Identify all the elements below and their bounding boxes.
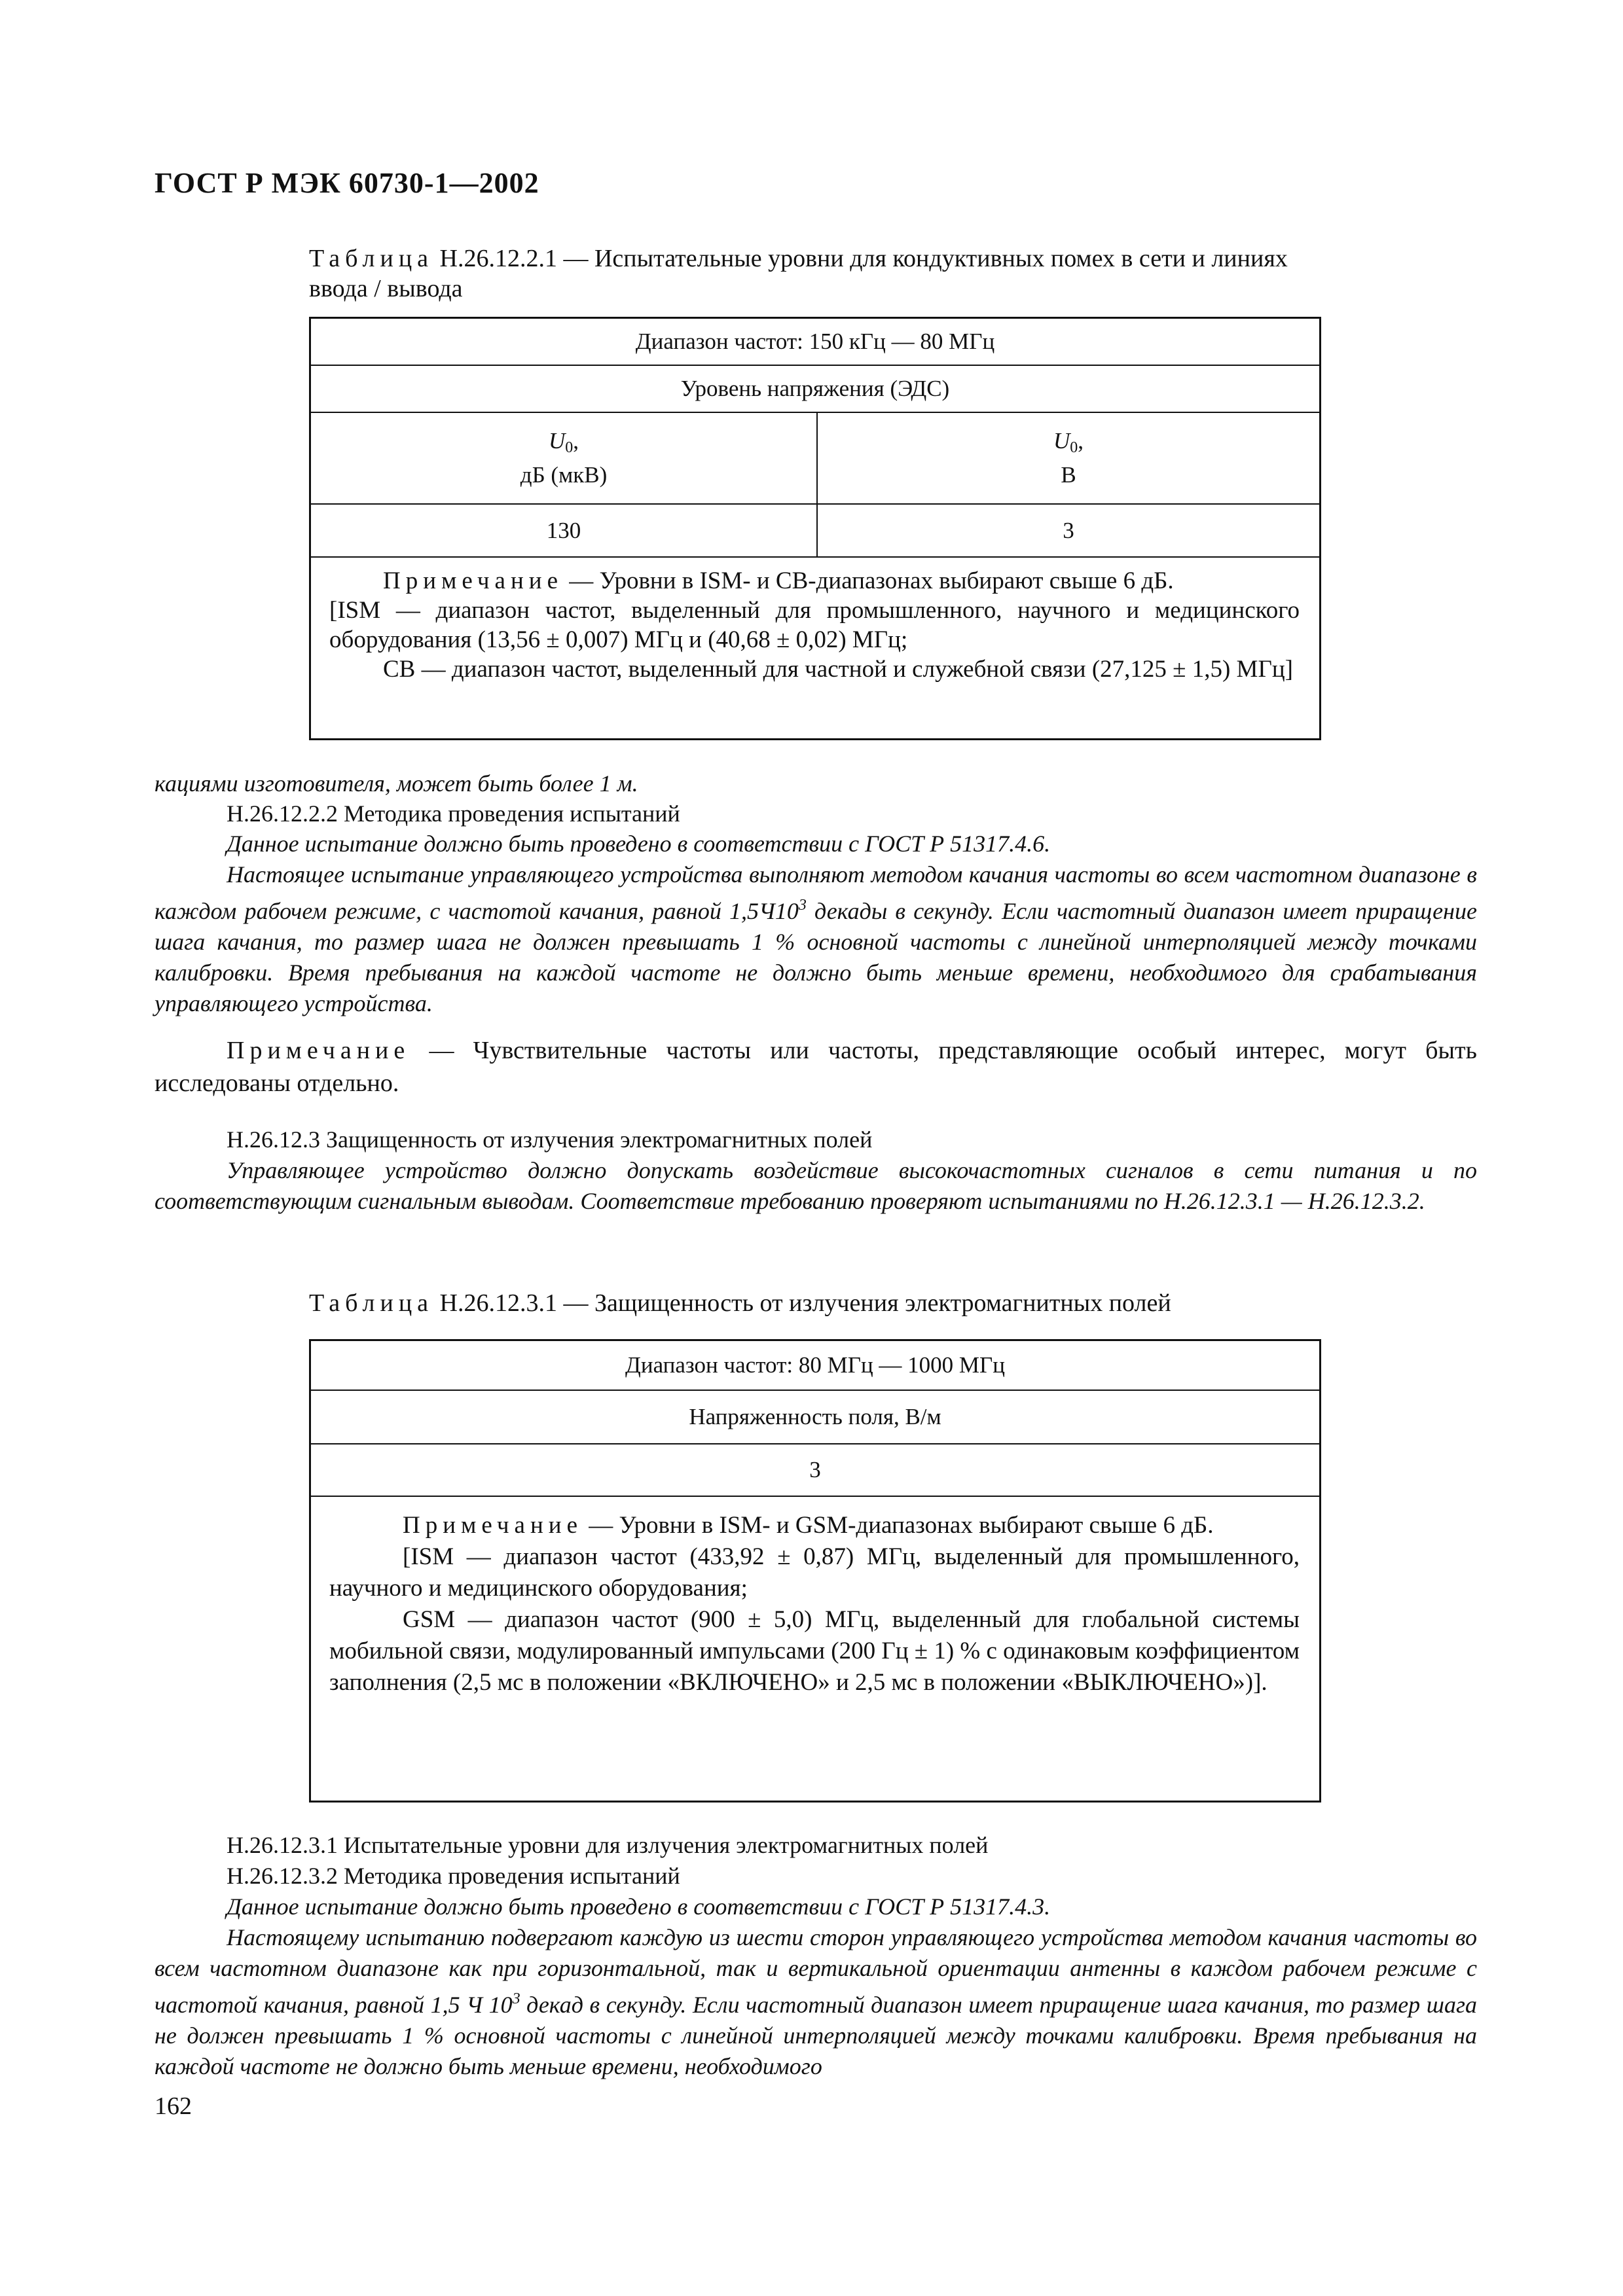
table2-note-line2: [ISM — диапазон частот (433,92 ± 0,87) МГц, выделенный для промышленного, научного и медицинского оборудования;	[329, 1543, 1300, 1602]
table2-caption	[309, 1288, 1330, 1318]
body1-paragraph-1: кациями изготовителя, может быть более 1 м.	[155, 770, 638, 797]
table2-value: 3	[809, 1457, 821, 1482]
table1-col1-header: $U_0$, дБ (мкВ)	[520, 428, 608, 488]
page-number: 162	[155, 2092, 192, 2120]
table1-caption	[309, 243, 1330, 304]
body2-p4-superscript: 3	[512, 1990, 520, 2007]
table1-note-line1: — Уровни в ISM- и CB-диапазонах выбирают свыше 6 дБ.	[563, 567, 1174, 594]
body2-paragraph-3: Данное испытание должно быть проведено в соответствии с ГОСТ Р 51317.4.3.	[227, 1893, 1051, 1920]
table1-col2-header: $U_0$, В	[1053, 428, 1084, 488]
table1-value-db: 130	[546, 517, 581, 543]
body1-p4-superscript: 3	[798, 897, 807, 914]
table2-field-strength: Напряженность поля, В/м	[689, 1404, 941, 1429]
table1-note-line3: CB — диапазон частот, выделенный для частной и служебной связи (27,125 ± 1,5) МГц]	[383, 656, 1293, 683]
table1-note-line2: [ISM — диапазон частот, выделенный для промышленного, научного и медицинского оборудования (13,56 ± 0,007) МГц и (40,68 ± 0,02) МГц;	[329, 597, 1300, 653]
table1-col1-symbol: U	[548, 428, 566, 454]
body1-note	[155, 1034, 1477, 1100]
table2-caption-label: Таблица	[309, 1289, 434, 1317]
table2-note	[329, 1510, 1300, 1698]
body1-p4-text-a: Настоящее испытание управляющего устройства выполняют методом качания частоты во всем частотном диапазоне в каждом рабочем режиме, с частотой качания, равной 1,5Ч10	[155, 861, 1477, 924]
table1-col1-subscript: 0	[565, 439, 574, 456]
body2-section-heading-2: Н.26.12.3.2 Методика проведения испытаний	[227, 1863, 680, 1889]
table2-frequency-range: Диапазон частот: 80 МГц — 1000 МГц	[625, 1352, 1006, 1378]
table2-note-line3: GSM — диапазон частот (900 ± 5,0) МГц, выделенный для глобальной системы мобильной связи, модулированный импульсами (200 Гц ± 1) % с одинаковым коэффициентом заполнения (2,5 мс в положении «ВКЛЮЧЕНО» и 2,5 мс в положении «ВЫКЛЮЧЕНО»)].	[329, 1606, 1300, 1696]
body1-note-text: — Чувствительные частоты или частоты, представляющие особый интерес, могут быть исследованы отдельно.	[155, 1037, 1477, 1097]
body2-paragraph-4	[155, 1922, 1477, 2082]
table1-col2-symbol: U	[1053, 428, 1070, 454]
body1-paragraph-6: Управляющее устройство должно допускать воздействие высокочастотных сигналов в сети питания и по соответствующим сигнальным выводам. Соответствие требованию проверяют испытаниями по Н.26.12.3.1 — Н.26.12.3.2.	[155, 1157, 1477, 1214]
table2-caption-text: Н.26.12.3.1 — Защищенность от излучения электромагнитных полей	[433, 1289, 1171, 1317]
table2	[309, 1339, 1321, 1803]
body2-p4-text-a: Настоящему испытанию подвергают каждую из шести сторон управляющего устройства методом качания частоты во всем частотном диапазоне как при горизонтальной, так и вертикальной ориентации антенны в каждом рабочем режиме с частотой качания, равной 1,5 Ч 10	[155, 1924, 1477, 2018]
table1-col1-unit: дБ (мкВ)	[520, 462, 608, 488]
table1-voltage-level: Уровень напряжения (ЭДС)	[680, 376, 950, 401]
body1-p4-text-b: декады в секунду. Если частотный диапазон имеет приращение шага качания, то размер шага не должен превышать 1 % основной частоты с линейной интерполяцией между точками калибровки. Время пребывания на каждой частоте не должно быть меньше времени, необходимого для срабатывания управляющего устройства.	[155, 898, 1477, 1016]
body1-note-label: Примечание	[227, 1037, 410, 1064]
body2-section-heading-1: Н.26.12.3.1 Испытательные уровни для излучения электромагнитных полей	[227, 1832, 989, 1858]
table1-note	[329, 566, 1300, 684]
table1-col2-subscript: 0	[1070, 439, 1078, 456]
table1-value-v: 3	[1063, 517, 1074, 543]
body1-paragraph-3: Данное испытание должно быть проведено в соответствии с ГОСТ Р 51317.4.6.	[227, 831, 1051, 857]
table1-caption-label: Таблица	[309, 245, 434, 272]
table1-caption-text: Н.26.12.2.1 — Испытательные уровни для кондуктивных помех в сети и линиях ввода / вывода	[309, 245, 1288, 302]
table1	[309, 317, 1321, 740]
table1-col2-unit: В	[1061, 462, 1076, 488]
body1-paragraph-4	[155, 859, 1477, 1019]
table1-frequency-range: Диапазон частот: 150 кГц — 80 МГц	[635, 329, 995, 354]
body1-subsection-heading: Н.26.12.3 Защищенность от излучения электромагнитных полей	[227, 1126, 873, 1153]
table1-note-label: Примечание	[383, 567, 563, 594]
body1-section-heading: Н.26.12.2.2 Методика проведения испытаний	[227, 800, 680, 827]
document-header: ГОСТ Р МЭК 60730-1—2002	[155, 167, 539, 199]
body2-p4-text-b: декад в секунду. Если частотный диапазон имеет приращение шага качания, то размер шага не должен превышать 1 % основной частоты с линейной интерполяцией между точками калибровки. Время пребывания на каждой частоте не должно быть меньше времени, необходимого	[155, 1992, 1477, 2079]
table2-note-line1: — Уровни в ISM- и GSM-диапазонах выбирают свыше 6 дБ.	[583, 1512, 1214, 1539]
table2-note-label: Примечание	[403, 1512, 583, 1539]
